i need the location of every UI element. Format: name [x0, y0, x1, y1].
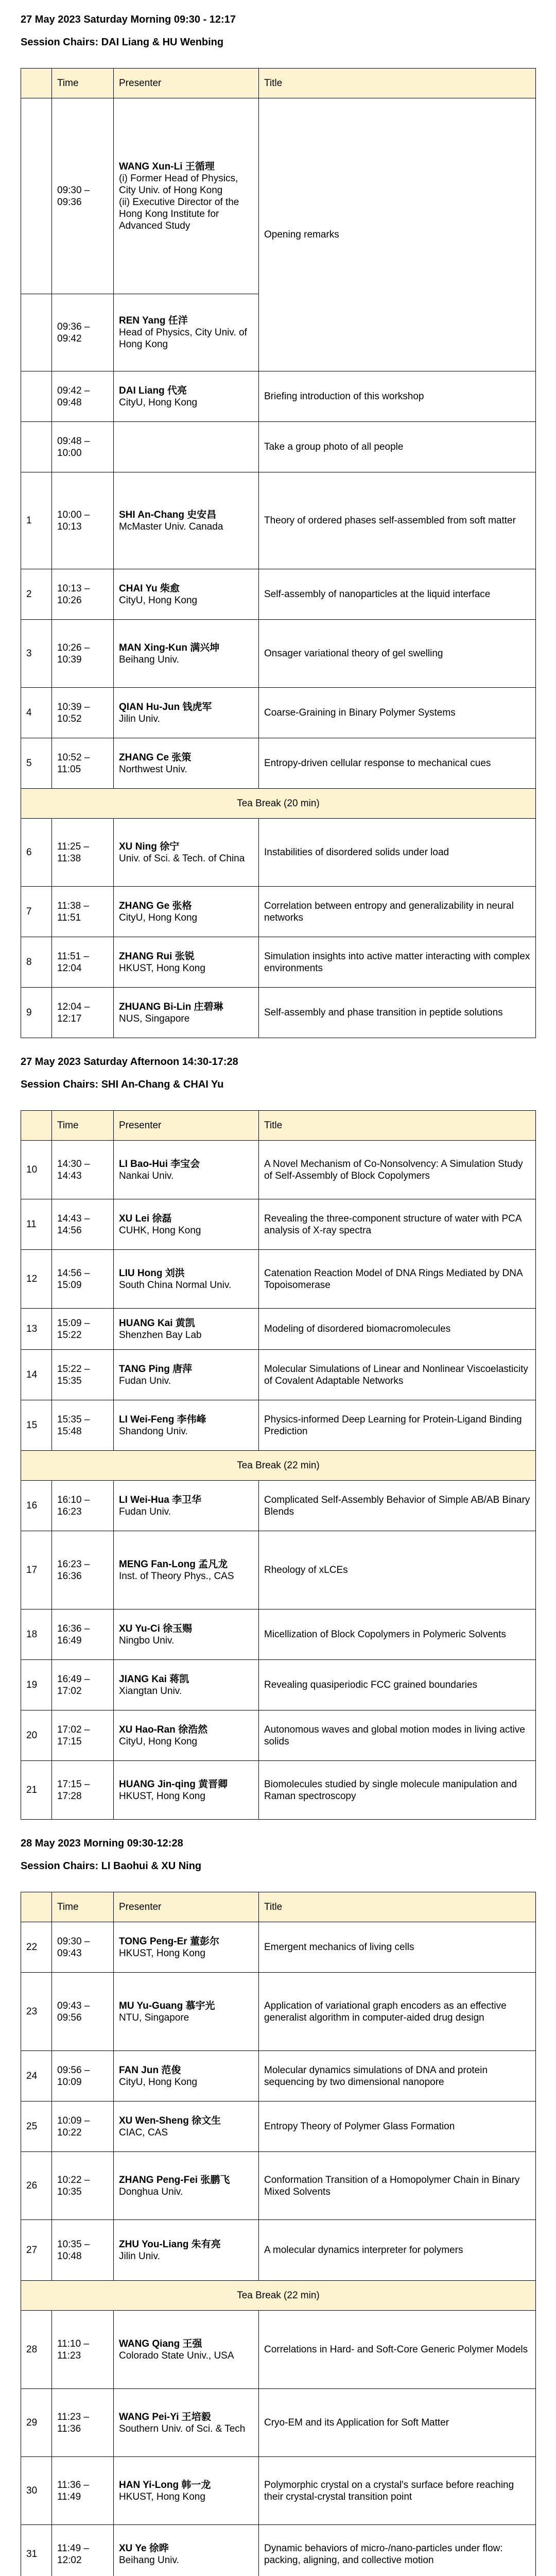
table-row: [21, 1531, 536, 1609]
presenter-cell: [114, 738, 259, 789]
talk-time: 10:35 – 10:48: [52, 2220, 114, 2281]
talk-number: 23: [21, 1973, 52, 2051]
table-row: [21, 1973, 536, 2051]
session-date: 27 May 2023 Saturday Afternoon 14:30-17:28: [21, 1056, 238, 1067]
talk-title: Dynamic behaviors of micro-/nano-particles under flow: packing, aligning, and collective motion: [259, 2525, 536, 2576]
presenter-cell: [114, 988, 259, 1038]
talk-number: 16: [21, 1481, 52, 1531]
presenter-name: ZHANG Rui 张锐: [119, 951, 195, 962]
table-row: [21, 422, 536, 472]
presenter-cell: [114, 819, 259, 887]
talk-number: 15: [21, 1400, 52, 1451]
presenter-affiliation: Beihang Univ.: [119, 2554, 179, 2566]
header-presenter: Presenter: [114, 1892, 259, 1922]
session-chairs: Session Chairs: LI Baohui & XU Ning: [21, 1860, 202, 1872]
presenter-cell: [114, 2389, 259, 2457]
talk-number: 13: [21, 1309, 52, 1350]
presenter-name: TONG Peng-Er 董彭尔: [119, 1936, 219, 1947]
talk-time: 11:25 – 11:38: [52, 819, 114, 887]
presenter-affiliation: Univ. of Sci. & Tech. of China: [119, 853, 245, 864]
presenter-affiliation: Northwest Univ.: [119, 764, 187, 775]
talk-number: 14: [21, 1350, 52, 1400]
presenter-cell: [114, 1710, 259, 1761]
talk-number: 12: [21, 1250, 52, 1309]
talk-number: 10: [21, 1141, 52, 1199]
presenter-name: TANG Ping 唐萍: [119, 1363, 193, 1375]
presenter-name: REN Yang 任洋: [119, 315, 188, 326]
talk-time: 14:30 – 14:43: [52, 1141, 114, 1199]
talk-time: 16:36 – 16:49: [52, 1609, 114, 1660]
session-chairs: Session Chairs: SHI An-Chang & CHAI Yu: [21, 1079, 224, 1090]
talk-title: Correlation between entropy and generalizability in neural networks: [259, 887, 536, 937]
presenter-cell: [114, 2051, 259, 2102]
presenter-affiliation: Fudan Univ.: [119, 1375, 171, 1386]
presenter-name: ZHANG Ge 张格: [119, 900, 192, 911]
talk-title: Revealing the three-component structure of water with PCA analysis of X-ray spectra: [259, 1199, 536, 1250]
presenter-affiliation: NUS, Singapore: [119, 1013, 190, 1024]
talk-number: 21: [21, 1761, 52, 1820]
header-time: Time: [52, 1892, 114, 1922]
talk-title: Molecular dynamics simulations of DNA and protein sequencing by two dimensional nanopore: [259, 2051, 536, 2102]
talk-title: A Novel Mechanism of Co-Nonsolvency: A Simulation Study of Self-Assembly of Block Copolymers: [259, 1141, 536, 1199]
talk-title: Biomolecules studied by single molecule manipulation and Raman spectroscopy: [259, 1761, 536, 1820]
tea-break-row: [21, 789, 536, 819]
talk-time: 10:26 – 10:39: [52, 620, 114, 688]
talk-title: Opening remarks: [259, 98, 536, 371]
presenter-affiliation: CityU, Hong Kong: [119, 2076, 198, 2088]
talk-title: Revealing quasiperiodic FCC grained boundaries: [259, 1660, 536, 1710]
presenter-affiliation: CityU, Hong Kong: [119, 1736, 198, 1747]
header-title: Title: [259, 69, 536, 98]
presenter-affiliation: South China Normal Univ.: [119, 1279, 232, 1291]
talk-number: 19: [21, 1660, 52, 1710]
presenter-name: XU Ning 徐宁: [119, 841, 180, 852]
presenter-cell: [114, 2152, 259, 2220]
talk-title: Entropy Theory of Polymer Glass Formation: [259, 2102, 536, 2152]
presenter-name: JIANG Kai 蒋凯: [119, 1673, 189, 1685]
talk-title: Molecular Simulations of Linear and Nonlinear Viscoelasticity of Covalent Adaptable Networks: [259, 1350, 536, 1400]
session-date: 27 May 2023 Saturday Morning 09:30 - 12:17: [21, 14, 236, 25]
talk-time: 11:49 – 12:02: [52, 2525, 114, 2576]
table-row: [21, 1761, 536, 1820]
talk-number: [21, 422, 52, 472]
presenter-cell: [114, 2311, 259, 2389]
talk-title: Emergent mechanics of living cells: [259, 1922, 536, 1973]
talk-title: Complicated Self-Assembly Behavior of Simple AB/AB Binary Blends: [259, 1481, 536, 1531]
talk-time: 10:09 – 10:22: [52, 2102, 114, 2152]
presenter-affiliation: HKUST, Hong Kong: [119, 1947, 205, 1959]
table-row: [21, 2525, 536, 2576]
table-row: [21, 2152, 536, 2220]
talk-number: 3: [21, 620, 52, 688]
talk-title: Conformation Transition of a Homopolymer Chain in Binary Mixed Solvents: [259, 2152, 536, 2220]
talk-title: A molecular dynamics interpreter for polymers: [259, 2220, 536, 2281]
talk-title: Polymorphic crystal on a crystal's surface before reaching their crystal-crystal transition point: [259, 2457, 536, 2525]
table-row: [21, 2457, 536, 2525]
presenter-name: XU Ye 徐晔: [119, 2543, 169, 2554]
tea-break-label: Tea Break (20 min): [21, 789, 536, 819]
presenter-affiliation: McMaster Univ. Canada: [119, 521, 223, 532]
talk-title: Self-assembly of nanoparticles at the liquid interface: [259, 569, 536, 620]
talk-time: 09:36 – 09:42: [52, 294, 114, 371]
header-time: Time: [52, 1111, 114, 1141]
talk-title: Take a group photo of all people: [259, 422, 536, 472]
presenter-affiliation: Colorado State Univ., USA: [119, 2350, 234, 2361]
talk-number: 8: [21, 937, 52, 988]
presenter-affiliation: Nankai Univ.: [119, 1170, 174, 1181]
tea-break-row: [21, 2281, 536, 2311]
presenter-name: WANG Pei-Yi 王培毅: [119, 2411, 211, 2422]
presenter-cell: [114, 569, 259, 620]
talk-title: Instabilities of disordered solids under load: [259, 819, 536, 887]
presenter-affiliation: (i) Former Head of Physics, City Univ. of Hong Kong: [119, 173, 238, 196]
table-header-row: [21, 1111, 536, 1141]
presenter-cell: [114, 688, 259, 738]
talk-time: 15:22 – 15:35: [52, 1350, 114, 1400]
presenter-affiliation: Jilin Univ.: [119, 2250, 160, 2262]
header-title: Title: [259, 1111, 536, 1141]
talk-title: Rheology of xLCEs: [259, 1531, 536, 1609]
talk-time: 15:35 – 15:48: [52, 1400, 114, 1451]
table-row: [21, 887, 536, 937]
header-presenter: Presenter: [114, 1111, 259, 1141]
talk-time: 11:10 – 11:23: [52, 2311, 114, 2389]
presenter-name: XU Lei 徐磊: [119, 1213, 172, 1224]
presenter-affiliation: CityU, Hong Kong: [119, 397, 198, 408]
talk-number: 29: [21, 2389, 52, 2457]
presenter-cell: [114, 1922, 259, 1973]
presenter-affiliation: Shandong Univ.: [119, 1426, 188, 1437]
talk-number: 6: [21, 819, 52, 887]
table-row: [21, 688, 536, 738]
talk-number: 30: [21, 2457, 52, 2525]
presenter-name: LI Bao-Hui 李宝会: [119, 1158, 200, 1170]
header-presenter: Presenter: [114, 69, 259, 98]
presenter-name: CHAI Yu 柴愈: [119, 583, 180, 594]
header-number: [21, 1892, 52, 1922]
talk-number: [21, 98, 52, 294]
talk-time: 11:38 – 11:51: [52, 887, 114, 937]
presenter-name: WANG Xun-Li 王循理: [119, 161, 215, 172]
talk-number: 9: [21, 988, 52, 1038]
presenter-cell: [114, 937, 259, 988]
talk-number: 22: [21, 1922, 52, 1973]
presenter-cell: [114, 294, 259, 371]
schedule-table: [21, 1110, 536, 1820]
talk-title: Correlations in Hard- and Soft-Core Generic Polymer Models: [259, 2311, 536, 2389]
talk-title: Self-assembly and phase transition in peptide solutions: [259, 988, 536, 1038]
presenter-cell: [114, 2457, 259, 2525]
talk-time: 11:36 – 11:49: [52, 2457, 114, 2525]
schedule-table: [21, 1892, 536, 2576]
talk-number: 5: [21, 738, 52, 789]
table-row: [21, 988, 536, 1038]
header-time: Time: [52, 69, 114, 98]
talk-number: 20: [21, 1710, 52, 1761]
talk-time: 12:04 – 12:17: [52, 988, 114, 1038]
talk-time: 14:56 – 15:09: [52, 1250, 114, 1309]
talk-title: Application of variational graph encoders as an effective generalist algorithm in computer-aided drug design: [259, 1973, 536, 2051]
presenter-affiliation: Beihang Univ.: [119, 654, 179, 665]
presenter-cell: [114, 1400, 259, 1451]
presenter-name: XU Yu-Ci 徐玉赐: [119, 1623, 193, 1634]
presenter-name: XU Wen-Sheng 徐文生: [119, 2115, 221, 2126]
table-row: [21, 2051, 536, 2102]
talk-time: 10:00 – 10:13: [52, 472, 114, 569]
presenter-cell: [114, 1250, 259, 1309]
talk-number: 28: [21, 2311, 52, 2389]
table-row: [21, 2311, 536, 2389]
talk-title: Coarse-Graining in Binary Polymer Systems: [259, 688, 536, 738]
talk-time: 09:30 – 09:36: [52, 98, 114, 294]
presenter-affiliation: (ii) Executive Director of the Hong Kong Institute for Advanced Study: [119, 196, 239, 231]
table-row: [21, 937, 536, 988]
presenter-cell: [114, 371, 259, 422]
presenter-affiliation: Fudan Univ.: [119, 1506, 171, 1517]
presenter-affiliation: CityU, Hong Kong: [119, 912, 198, 923]
presenter-cell: [114, 1973, 259, 2051]
table-row: [21, 1199, 536, 1250]
table-row: [21, 98, 536, 294]
table-row: [21, 472, 536, 569]
presenter-cell: [114, 1141, 259, 1199]
talk-number: 2: [21, 569, 52, 620]
header-title: Title: [259, 1892, 536, 1922]
presenter-affiliation: CityU, Hong Kong: [119, 595, 198, 606]
talk-number: 7: [21, 887, 52, 937]
presenter-cell: [114, 2102, 259, 2152]
talk-number: 18: [21, 1609, 52, 1660]
talk-number: 17: [21, 1531, 52, 1609]
presenter-name: QIAN Hu-Jun 钱虎军: [119, 701, 212, 713]
table-row: [21, 819, 536, 887]
presenter-cell: [114, 887, 259, 937]
talk-title: Catenation Reaction Model of DNA Rings Mediated by DNA Topoisomerase: [259, 1250, 536, 1309]
table-row: [21, 1141, 536, 1199]
talk-number: 25: [21, 2102, 52, 2152]
talk-title: Autonomous waves and global motion modes in living active solids: [259, 1710, 536, 1761]
presenter-cell: [114, 1199, 259, 1250]
talk-number: 1: [21, 472, 52, 569]
presenter-affiliation: Southern Univ. of Sci. & Tech: [119, 2423, 246, 2434]
presenter-name: LI Wei-Feng 李伟峰: [119, 1414, 206, 1425]
presenter-affiliation: Head of Physics, City Univ. of Hong Kong: [119, 327, 247, 350]
presenter-name: MENG Fan-Long 孟凡龙: [119, 1558, 228, 1570]
presenter-cell: [114, 2220, 259, 2281]
presenter-affiliation: Donghua Univ.: [119, 2186, 183, 2197]
table-row: [21, 2220, 536, 2281]
presenter-name: LI Wei-Hua 李卫华: [119, 1494, 202, 1505]
talk-time: 10:13 – 10:26: [52, 569, 114, 620]
table-header-row: [21, 69, 536, 98]
presenter-name: ZHUANG Bi-Lin 庄碧琳: [119, 1001, 223, 1012]
presenter-name: MU Yu-Guang 慕宇光: [119, 2000, 215, 2011]
table-row: [21, 1710, 536, 1761]
talk-number: [21, 371, 52, 422]
table-row: [21, 2102, 536, 2152]
talk-title: Onsager variational theory of gel swelling: [259, 620, 536, 688]
table-row: [21, 620, 536, 688]
talk-title: Modeling of disordered biomacromolecules: [259, 1309, 536, 1350]
table-row: [21, 1922, 536, 1973]
talk-title: Simulation insights into active matter interacting with complex environments: [259, 937, 536, 988]
table-header-row: [21, 1892, 536, 1922]
table-row: [21, 371, 536, 422]
presenter-name: ZHANG Ce 张策: [119, 752, 192, 763]
presenter-affiliation: HKUST, Hong Kong: [119, 1790, 205, 1802]
talk-time: 11:23 – 11:36: [52, 2389, 114, 2457]
presenter-name: FAN Jun 范俊: [119, 2064, 181, 2076]
talk-time: 09:42 – 09:48: [52, 371, 114, 422]
presenter-affiliation: HKUST, Hong Kong: [119, 2491, 205, 2502]
talk-time: 16:23 – 16:36: [52, 1531, 114, 1609]
presenter-name: MAN Xing-Kun 满兴坤: [119, 642, 220, 653]
presenter-name: SHI An-Chang 史安昌: [119, 509, 217, 520]
table-row: [21, 1350, 536, 1400]
presenter-name: DAI Liang 代亮: [119, 385, 187, 396]
presenter-name: XU Hao-Ran 徐浩然: [119, 1724, 208, 1735]
presenter-cell: [114, 1309, 259, 1350]
presenter-affiliation: HKUST, Hong Kong: [119, 962, 205, 974]
talk-number: 27: [21, 2220, 52, 2281]
table-row: [21, 1609, 536, 1660]
presenter-cell: [114, 2525, 259, 2576]
talk-time: 11:51 – 12:04: [52, 937, 114, 988]
presenter-name: WANG Qiang 王强: [119, 2338, 202, 2349]
presenter-affiliation: Shenzhen Bay Lab: [119, 1329, 202, 1341]
talk-title: Cryo-EM and its Application for Soft Matter: [259, 2389, 536, 2457]
talk-title: Physics-informed Deep Learning for Protein-Ligand Binding Prediction: [259, 1400, 536, 1451]
presenter-cell: [114, 1350, 259, 1400]
talk-number: [21, 294, 52, 371]
presenter-cell: [114, 1531, 259, 1609]
talk-time: 10:39 – 10:52: [52, 688, 114, 738]
presenter-cell: [114, 1660, 259, 1710]
header-number: [21, 69, 52, 98]
talk-time: 09:30 – 09:43: [52, 1922, 114, 1973]
talk-number: 31: [21, 2525, 52, 2576]
talk-number: 4: [21, 688, 52, 738]
talk-number: 26: [21, 2152, 52, 2220]
table-row: [21, 569, 536, 620]
session-section: [21, 1056, 535, 1820]
talk-time: 10:22 – 10:35: [52, 2152, 114, 2220]
table-row: [21, 1660, 536, 1710]
presenter-name: ZHANG Peng-Fei 张鹏飞: [119, 2174, 230, 2185]
presenter-affiliation: NTU, Singapore: [119, 2012, 189, 2023]
tea-break-row: [21, 1451, 536, 1481]
presenter-affiliation: Ningbo Univ.: [119, 1635, 175, 1646]
talk-time: 10:52 – 11:05: [52, 738, 114, 789]
presenter-affiliation: Jilin Univ.: [119, 713, 160, 724]
talk-number: 24: [21, 2051, 52, 2102]
table-row: [21, 1250, 536, 1309]
talk-title: Micellization of Block Copolymers in Polymeric Solvents: [259, 1609, 536, 1660]
presenter-cell: [114, 98, 259, 294]
presenter-cell: [114, 1761, 259, 1820]
presenter-name: ZHU You-Liang 朱有亮: [119, 2239, 221, 2250]
table-row: [21, 1400, 536, 1451]
talk-title: Briefing introduction of this workshop: [259, 371, 536, 422]
presenter-affiliation: Inst. of Theory Phys., CAS: [119, 1570, 234, 1582]
presenter-affiliation: CIAC, CAS: [119, 2127, 168, 2138]
presenter-cell: [114, 1481, 259, 1531]
table-row: [21, 1481, 536, 1531]
presenter-cell: [114, 422, 259, 472]
presenter-name: LIU Hong 刘洪: [119, 1267, 185, 1279]
presenter-cell: [114, 472, 259, 569]
talk-title: Entropy-driven cellular response to mechanical cues: [259, 738, 536, 789]
talk-time: 16:49 – 17:02: [52, 1660, 114, 1710]
presenter-name: HUANG Jin-qing 黄晋卿: [119, 1778, 228, 1790]
presenter-name: HAN Yi-Long 韩一龙: [119, 2479, 211, 2490]
talk-time: 14:43 – 14:56: [52, 1199, 114, 1250]
session-chairs: Session Chairs: DAI Liang & HU Wenbing: [21, 37, 224, 48]
presenter-name: HUANG Kai 黄凯: [119, 1317, 195, 1329]
presenter-affiliation: Xiangtan Univ.: [119, 1685, 182, 1697]
schedule-table: [21, 68, 536, 1038]
table-row: [21, 1309, 536, 1350]
header-number: [21, 1111, 52, 1141]
session-date: 28 May 2023 Morning 09:30-12:28: [21, 1838, 183, 1849]
presenter-cell: [114, 1609, 259, 1660]
table-row: [21, 2389, 536, 2457]
talk-time: 09:48 – 10:00: [52, 422, 114, 472]
presenter-cell: [114, 620, 259, 688]
talk-number: 11: [21, 1199, 52, 1250]
talk-time: 15:09 – 15:22: [52, 1309, 114, 1350]
tea-break-label: Tea Break (22 min): [21, 2281, 536, 2311]
presenter-affiliation: CUHK, Hong Kong: [119, 1225, 201, 1236]
table-row: [21, 738, 536, 789]
talk-title: Theory of ordered phases self-assembled from soft matter: [259, 472, 536, 569]
talk-time: 16:10 – 16:23: [52, 1481, 114, 1531]
talk-time: 17:15 – 17:28: [52, 1761, 114, 1820]
session-section: [21, 13, 535, 1038]
talk-time: 17:02 – 17:15: [52, 1710, 114, 1761]
tea-break-label: Tea Break (22 min): [21, 1451, 536, 1481]
talk-time: 09:56 – 10:09: [52, 2051, 114, 2102]
session-section: [21, 1837, 535, 2576]
talk-time: 09:43 – 09:56: [52, 1973, 114, 2051]
